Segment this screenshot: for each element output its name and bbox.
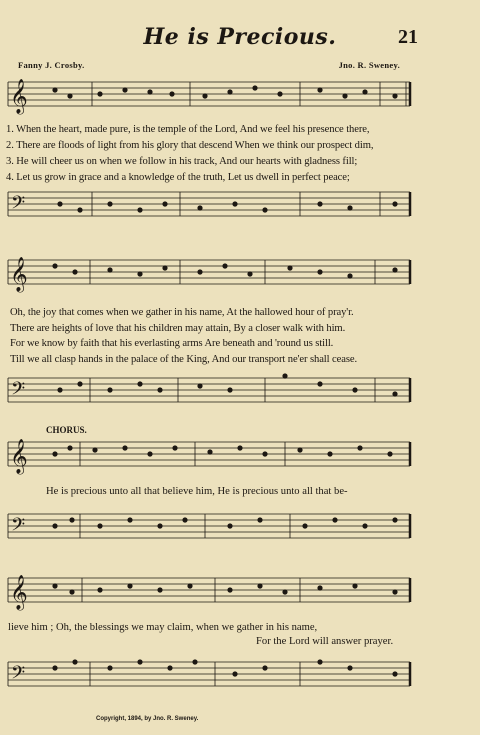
svg-text:𝄢: 𝄢 [11,192,26,217]
refrain-line-1: Oh, the joy that comes when we gather in his name, At the hallowed hour of pray'r. [10,307,354,318]
refrain-line-3: For we know by faith that his everlasting arms Are beneath and 'round us still. [10,338,334,349]
svg-text:𝄞: 𝄞 [10,80,28,113]
music-staff-final-treble [0,568,480,616]
lyricist-credit: Fanny J. Crosby. [18,60,85,70]
copyright-notice: Copyright, 1894, by Jno. R. Sweney. [96,716,199,722]
refrain-line-2: There are heights of love that his children may attain, By a closer walk with him. [10,322,346,334]
svg-text:𝄞: 𝄞 [10,576,28,609]
music-staff-chorus-treble [0,434,480,484]
verse-4: 4. Let us grow in grace and a knowledge of the truth, Let us dwell in perfect peace; [6,172,350,183]
music-staff-bass-2 [0,370,480,418]
refrain-block [10,305,470,367]
chorus-line-1: He is precious unto all that believe him, He is precious unto all that be- [46,486,348,497]
svg-text:𝄞: 𝄞 [10,258,28,291]
refrain-line-4: Till we all clasp hands in the palace of the King, And our transport ne'er shall cease. [10,353,358,365]
verse-2: 2. There are floods of light from his glory that descend When we think our prospect dim, [6,140,374,151]
chorus-line-2: lieve him ; Oh, the blessings we may claim, when we gather in his name, [8,622,318,633]
chorus-line-3: For the Lord will answer prayer. [256,636,394,647]
music-staff-bass-1 [0,186,480,234]
music-staff-treble-2 [0,252,480,300]
music-staff-chorus-bass [0,500,480,558]
verse-block [6,122,476,186]
composer-credit: Jno. R. Sweney. [338,60,400,70]
hymn-title: He is Precious. [143,24,337,50]
chorus-label: CHORUS. [46,425,87,435]
svg-text:𝄢: 𝄢 [11,662,26,687]
verse-1: 1. When the heart, made pure, is the temple of the Lord, And we feel his presence there, [6,124,370,135]
verse-3: 3. He will cheer us on when we follow in his track, And our hearts with gladness fill; [6,156,358,167]
svg-text:𝄢: 𝄢 [11,514,26,539]
page-number: 21 [398,26,418,48]
svg-text:𝄢: 𝄢 [11,378,26,403]
music-staff-treble-1 [0,72,480,120]
music-staff-final-bass [0,650,480,700]
svg-text:𝄞: 𝄞 [10,440,28,473]
